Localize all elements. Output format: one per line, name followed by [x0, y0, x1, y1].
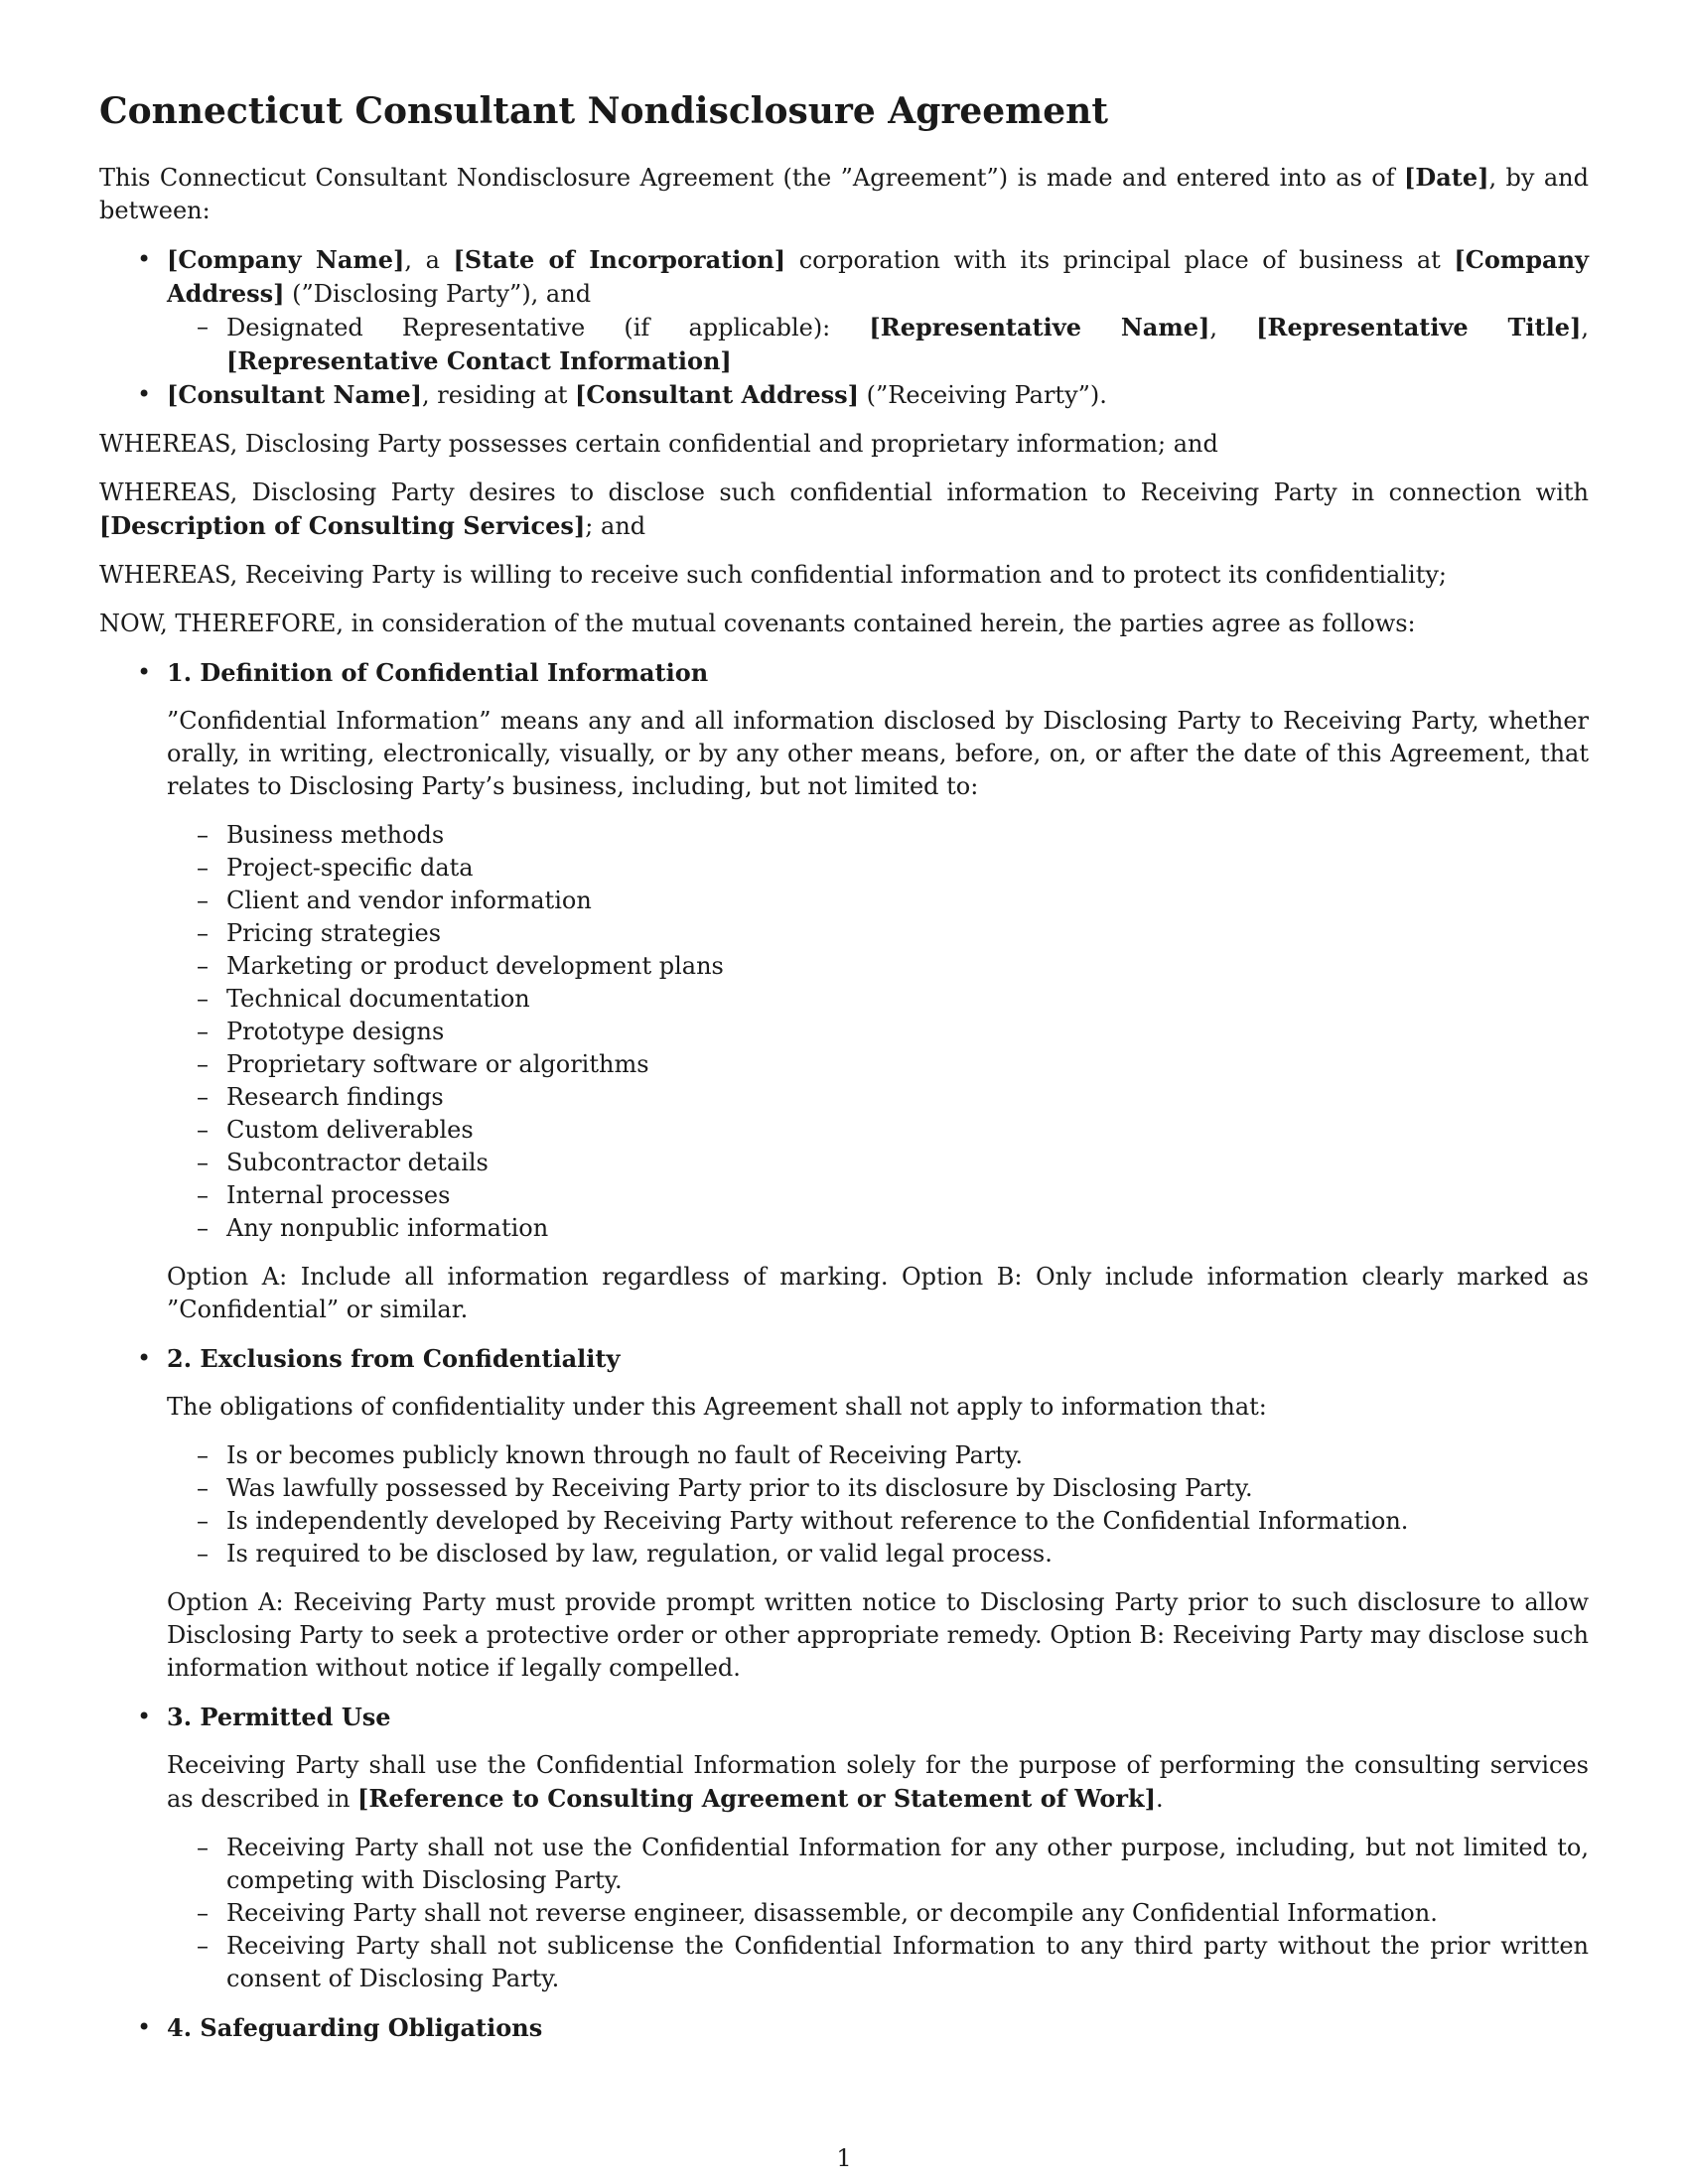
company-text-1: , a	[404, 246, 454, 274]
company-text-3: (”Disclosing Party”), and	[284, 280, 592, 308]
whereas-1: WHEREAS, Disclosing Party possesses certain confidential and proprietary information; and	[99, 430, 1218, 458]
whereas-3: WHEREAS, Receiving Party is willing to receive such confidential information and to protect its confidentiality;	[99, 561, 1447, 589]
party-consultant	[99, 378, 1589, 412]
list-item: – Is independently developed by Receiving Party without reference to the Confidential Information.	[99, 1505, 1589, 1538]
confidential-info-list	[99, 819, 1589, 1245]
state-placeholder: [State of Incorporation]	[453, 245, 786, 274]
party-company	[99, 243, 1589, 378]
consultant-text-1: , residing at	[422, 381, 576, 409]
parties-list	[99, 243, 1589, 412]
whereas-2-text-1: WHEREAS, Disclosing Party desires to disclose such confidential information to Receiving Party in connection with	[99, 478, 1589, 506]
representative-sep-2: ,	[1581, 314, 1590, 341]
list-item: – Pricing strategies	[99, 917, 1589, 950]
intro-text-1: This Connecticut Consultant Nondisclosure Agreement (the ”Agreement”) is made and entered into as of	[99, 164, 1405, 192]
section-3	[99, 1701, 1589, 1995]
section-heading: • 3. Permitted Use	[167, 1703, 391, 1731]
consulting-agreement-placeholder: [Reference to Consulting Agreement or Statement of Work]	[357, 1784, 1157, 1813]
section-body	[99, 705, 1589, 1326]
representative-list	[167, 311, 1589, 378]
now-therefore: NOW, THEREFORE, in consideration of the mutual covenants contained herein, the parties agree as follows:	[99, 610, 1416, 637]
representative-label: Designated Representative (if applicable):	[226, 314, 870, 341]
section-1	[99, 656, 1589, 1326]
sections-list	[99, 656, 1589, 2044]
list-item: – Prototype designs	[99, 1016, 1589, 1048]
list-item: – Proprietary software or algorithms	[99, 1048, 1589, 1081]
list-item: – Was lawfully possessed by Receiving Party prior to its disclosure by Disclosing Party.	[99, 1472, 1589, 1505]
representative-sep-1: ,	[1209, 314, 1257, 341]
permitted-use-text-1: Receiving Party shall use the Confidential Information solely for the purpose of performing the consulting services as described in	[167, 1751, 1589, 1813]
company-address-placeholder: [Company Address]	[167, 245, 1589, 308]
section-body	[99, 1749, 1589, 1995]
section-paragraph: The obligations of confidentiality under this Agreement shall not apply to information that:	[167, 1393, 1267, 1421]
document-title: Connecticut Consultant Nondisclosure Agreement	[99, 90, 1108, 132]
permitted-use-text-2: .	[1156, 1785, 1164, 1813]
section-4	[99, 2011, 1589, 2044]
list-item: – Receiving Party shall not sublicense the Confidential Information to any third party without the prior written consent of Disclosing Party.	[99, 1930, 1589, 1995]
section-heading: • 1. Definition of Confidential Information	[167, 658, 709, 687]
list-item: – Technical documentation	[99, 983, 1589, 1016]
representative-name-placeholder: [Representative Name]	[869, 313, 1210, 341]
list-item: – Receiving Party shall not reverse engineer, disassemble, or decompile any Confidential Information.	[99, 1897, 1589, 1930]
list-item: – Internal processes	[99, 1179, 1589, 1212]
section-paragraph: ”Confidential Information” means any and all information disclosed by Disclosing Party to Receiving Party, whether orally, in writing, electronically, visually, or by any other means, before, on, or after the date of this Agreement, that relates to Disclosing Party’s business, including, but not limited to:	[167, 707, 1589, 800]
section-heading: • 2. Exclusions from Confidentiality	[167, 1344, 621, 1373]
list-item: – Custom deliverables	[99, 1114, 1589, 1147]
list-item: – Business methods	[99, 819, 1589, 852]
list-item: – Is required to be disclosed by law, regulation, or valid legal process.	[99, 1538, 1589, 1570]
section-body	[99, 1391, 1589, 1685]
consulting-services-placeholder: [Description of Consulting Services]	[99, 511, 586, 540]
consultant-address-placeholder: [Consultant Address]	[575, 380, 860, 409]
section-paragraph	[167, 1749, 1589, 1816]
document-page	[99, 79, 1589, 2060]
company-name-placeholder: [Company Name]	[167, 245, 405, 274]
list-item: – Project-specific data	[99, 852, 1589, 885]
date-placeholder: [Date]	[1404, 163, 1489, 192]
section-2	[99, 1342, 1589, 1685]
list-item: – Receiving Party shall not use the Confidential Information for any other purpose, including, but not limited to, competing with Disclosing Party.	[99, 1832, 1589, 1897]
list-item: – Any nonpublic information	[99, 1212, 1589, 1245]
intro-paragraph	[99, 161, 1589, 227]
section-options: Option A: Receiving Party must provide prompt written notice to Disclosing Party prior to such disclosure to allow Disclosing Party to seek a protective order or other appropriate remedy. Option B: Receiving Party may disclose such information without notice if legally compelled.	[167, 1588, 1589, 1682]
section-heading: • 4. Safeguarding Obligations	[167, 2013, 543, 2042]
list-item: – Marketing or product development plans	[99, 950, 1589, 983]
list-item: – Client and vendor information	[99, 885, 1589, 917]
representative-title-placeholder: [Representative Title]	[1256, 313, 1582, 341]
list-item: – Subcontractor details	[99, 1147, 1589, 1179]
whereas-2	[99, 477, 1589, 543]
company-text-2: corporation with its principal place of business at	[785, 246, 1455, 274]
list-item: – Research findings	[99, 1081, 1589, 1114]
consultant-text-2: (”Receiving Party”).	[859, 381, 1107, 409]
representative-item	[167, 311, 1589, 378]
consultant-name-placeholder: [Consultant Name]	[167, 380, 423, 409]
section-options: Option A: Include all information regardless of marking. Option B: Only include information clearly marked as ”Confidential” or similar.	[167, 1263, 1589, 1323]
whereas-2-text-2: ; and	[585, 512, 646, 540]
intro-text-2: , by and between:	[99, 164, 1589, 224]
permitted-use-list	[99, 1832, 1589, 1995]
page-number: 1	[836, 2144, 852, 2172]
representative-contact-placeholder: [Representative Contact Information]	[226, 346, 732, 375]
list-item: – Is or becomes publicly known through no fault of Receiving Party.	[99, 1439, 1589, 1472]
exclusions-list	[99, 1439, 1589, 1570]
